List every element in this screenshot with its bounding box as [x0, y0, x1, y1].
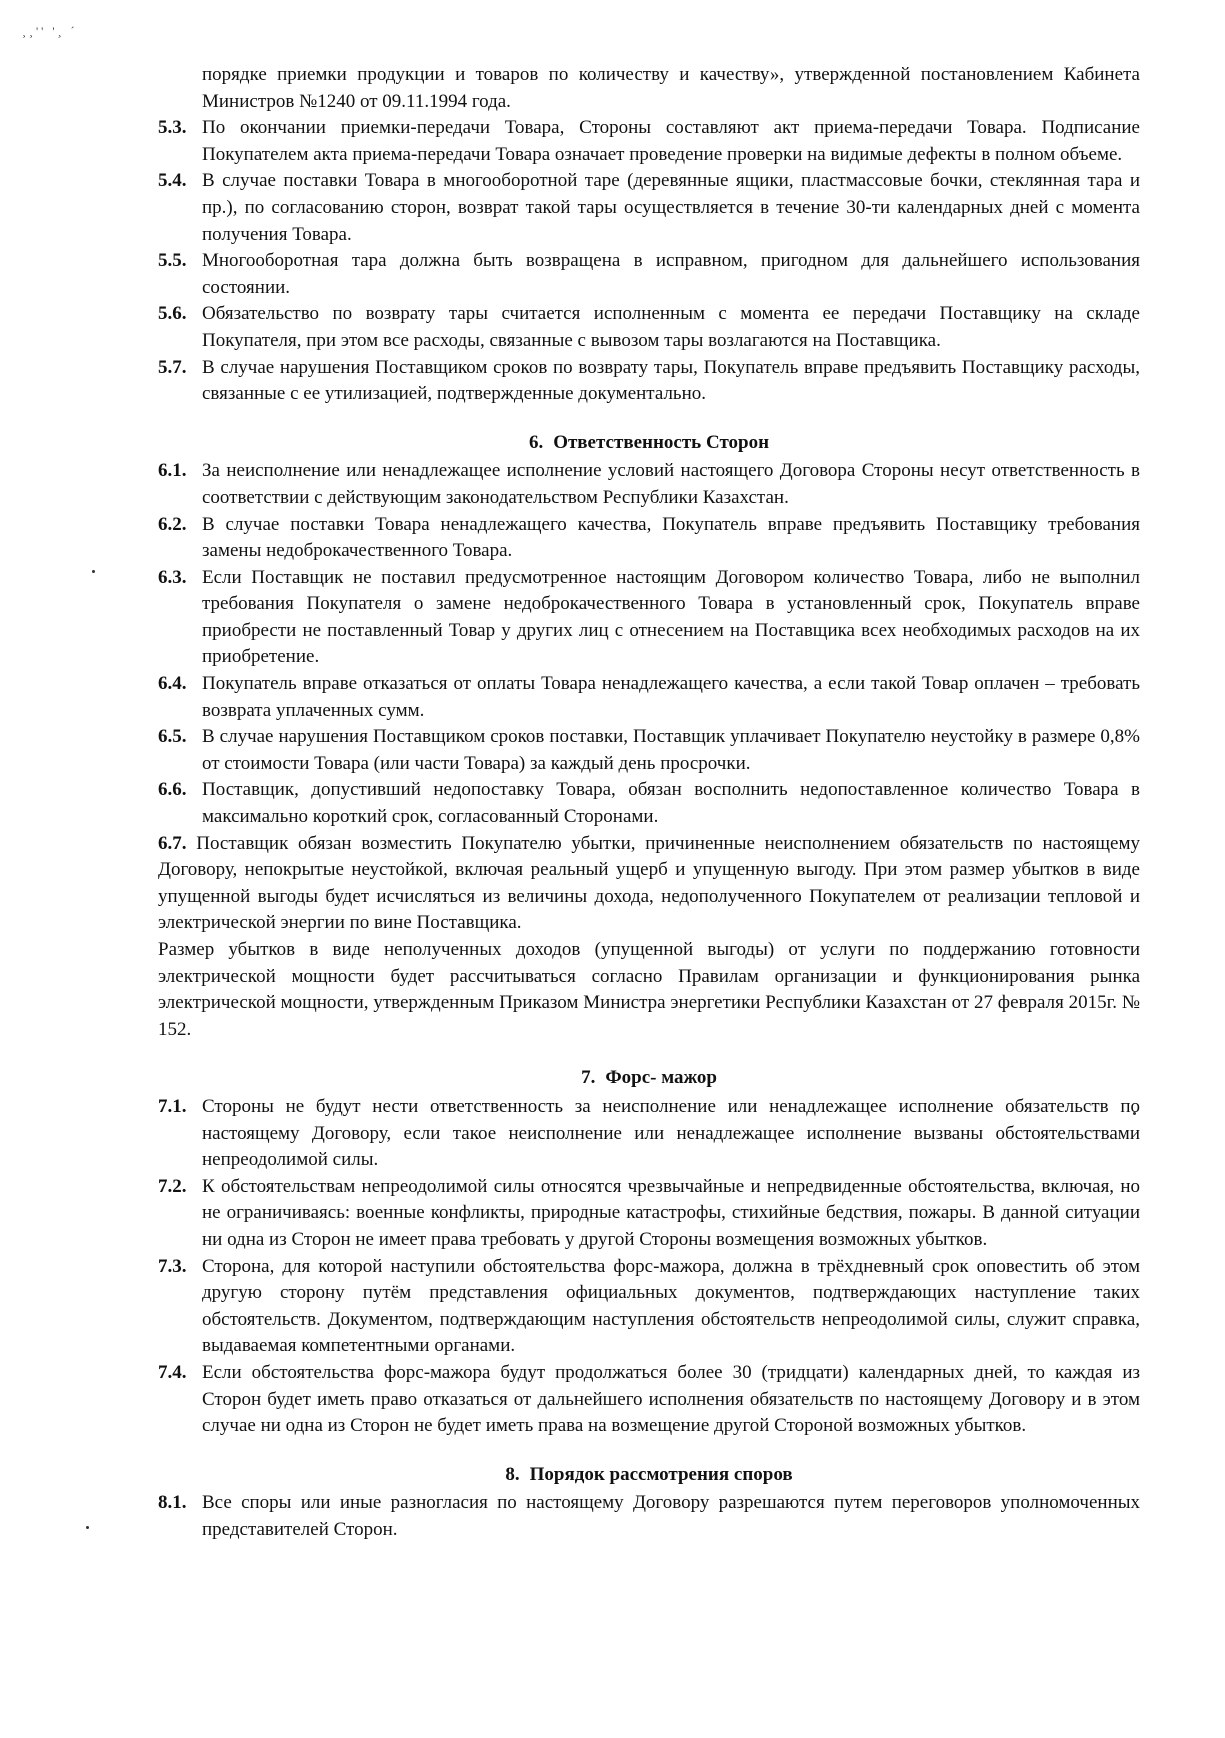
clause-number: 6.1.: [158, 460, 187, 482]
clause-text: По окончании приемки-передачи Товара, Стороны составляют акт приема-передачи Товара. Подписание Покупателем акта приема-передачи Товара означает проведение проверки на видимые дефекты в полном объеме.: [202, 117, 1140, 165]
clause-6-5: [158, 724, 1140, 777]
section-number: 7.: [581, 1067, 596, 1089]
clause-number: 5.7.: [158, 356, 187, 378]
scan-speck: [86, 1526, 89, 1529]
clause-5-3: [158, 115, 1140, 168]
clause-text: В случае поставки Товара в многооборотной таре (деревянные ящики, пластмассовые бочки, стеклянная тара и пр.), по согласованию сторон, возврат такой тары осуществляется в течение 30-ти календарных дней с момента получения Товара.: [202, 170, 1140, 245]
clause-number: 5.5.: [158, 250, 187, 272]
clause-number: 6.6.: [158, 779, 187, 801]
section-heading-7: [158, 1065, 1140, 1092]
clause-number: 6.2.: [158, 513, 187, 535]
clause-5-6: [158, 301, 1140, 354]
section-number: 8.: [505, 1463, 520, 1485]
scan-artifact: ¸¸'' '¸ ´: [22, 24, 78, 38]
clause-7-3: [158, 1254, 1140, 1360]
clause-5-7: [158, 355, 1140, 408]
clause-6-6: [158, 777, 1140, 830]
clause-6-7: [158, 831, 1140, 937]
section-title: Порядок рассмотрения споров: [529, 1463, 793, 1485]
clause-text: Если Поставщик не поставил предусмотренное настоящим Договором количество Товара, либо не выполнил требования Покупателя о замене недоброкачественного Товара в установленный срок, Покупатель вправе приобрести не поставленный Товар у других лиц с отнесением на Поставщика всех необходимых расходов на их приобретение.: [202, 566, 1140, 668]
section-number: 6.: [528, 431, 544, 453]
clause-text: Если обстоятельства форс-мажора будут продолжаться более 30 (тридцати) календарных дней, то каждая из Сторон будет иметь право отказаться от дальнейшего исполнения обязательств по настоящему Договору и в этом случае ни одна из Сторон не будет иметь права на возмещение другой Стороной возможных убытков.: [202, 1361, 1140, 1437]
clause-number: 6.4.: [158, 673, 187, 695]
section-heading-6: [158, 430, 1140, 457]
clause-text: За неисполнение или ненадлежащее исполнение условий настоящего Договора Стороны несут ответственность в соответствии с действующим законодательством Республики Казахстан.: [202, 460, 1140, 508]
clause-number: 6.3.: [158, 566, 187, 588]
paragraph-damages-note: Размер убытков в виде неполученных доходов (упущенной выгоды) от услуги по поддержанию готовности электрической мощности будет рассчитываться согласно Правилам организации и функционирования рынка электрической мощности, утвержденным Приказом Министра энергетики Республики Казахстан от 27 февраля 2015г. № 152.: [158, 939, 1140, 1040]
clause-number: 8.1.: [158, 1492, 187, 1514]
clause-number: 6.5.: [158, 726, 187, 748]
clause-6-2: [158, 512, 1140, 565]
clause-number: 6.7.: [158, 832, 187, 854]
clause-number: 7.3.: [158, 1255, 187, 1277]
clause-text: Поставщик, допустивший недопоставку Товара, обязан восполнить недопоставленное количество Товара в максимально короткий срок, согласованный Сторонами.: [202, 779, 1140, 828]
clause-text: В случае нарушения Поставщиком сроков по возврату тары, Покупатель вправе предъявить Поставщику расходы, связанные с ее утилизацией, подтвержденные документально.: [202, 356, 1140, 405]
clause-6-4: [158, 671, 1140, 724]
clause-6-3: [158, 565, 1140, 671]
paragraph-continuation: порядке приемки продукции и товаров по количеству и качеству», утвержденной постановлением Кабинета Министров №1240 от 09.11.1994 года.: [202, 64, 1140, 112]
clause-number: 5.3.: [158, 117, 187, 139]
clause-text: Все споры или иные разногласия по настоящему Договору разрешаются путем переговоров уполномоченных представителей Сторон.: [202, 1492, 1140, 1540]
clause-text: Многооборотная тара должна быть возвращена в исправном, пригодном для дальнейшего использования состоянии.: [202, 250, 1140, 298]
section-title: Форс- мажор: [605, 1067, 717, 1089]
clause-6-1: [158, 458, 1140, 511]
clause-text: Поставщик обязан возместить Покупателю убытки, причиненные неисполнением обязательств по настоящему Договору, непокрытые неустойкой, включая реальный ущерб и упущенную выгоду. При этом размер убытков в виде упущенной выгоды будет исчисляться из величины дохода, недополученного Покупателем от реализации тепловой и электрической энергии по вине Поставщика.: [158, 832, 1141, 934]
clause-number: 7.1.: [158, 1095, 187, 1117]
clause-number: 7.4.: [158, 1361, 187, 1383]
clause-5-5: [158, 248, 1140, 301]
clause-text: В случае поставки Товара ненадлежащего качества, Покупатель вправе предъявить Поставщику требования замены недоброкачественного Товара.: [202, 513, 1140, 562]
section-title: Ответственность Сторон: [553, 431, 770, 453]
clause-text: Обязательство по возврату тары считается исполненным с момента ее передачи Поставщику на складе Покупателя, при этом все расходы, связанные с вывозом тары возлагаются на Поставщика.: [202, 303, 1140, 351]
clause-text: Стороны не будут нести ответственность за неисполнение или ненадлежащее исполнение обязательств по настоящему Договору, если такое неисполнение или ненадлежащее исполнение вызваны обстоятельствами непреодолимой силы.: [202, 1095, 1140, 1171]
clause-text: Покупатель вправе отказаться от оплаты Товара ненадлежащего качества, а если такой Товар оплачен – требовать возврата уплаченных сумм.: [202, 673, 1140, 721]
document-body: [158, 62, 1140, 1543]
clause-text: Сторона, для которой наступили обстоятельства форс-мажора, должна в трёхдневный срок оповестить об этом другую сторону путём представления официальных документов, подтверждающих наступление таких обстоятельств. Документом, подтверждающим наступления обстоятельств непреодолимой силы, служит справка, выдаваемая компетентными органами.: [202, 1255, 1140, 1357]
clause-7-2: [158, 1174, 1140, 1254]
clause-text: К обстоятельствам непреодолимой силы относятся чрезвычайные и непредвиденные обстоятельства, включая, но не ограничиваясь: военные конфликты, природные катастрофы, стихийные бедствия, пожары. В данной ситуации ни одна из Сторон не имеет права требовать у другой Стороны возмещения возможных убытков.: [202, 1175, 1140, 1250]
clause-number: 7.2.: [158, 1175, 187, 1197]
scan-speck: [92, 570, 95, 573]
clause-number: 5.4.: [158, 170, 187, 192]
clause-7-1: [158, 1094, 1140, 1174]
section-heading-8: [158, 1462, 1140, 1489]
clause-8-1: [158, 1490, 1140, 1543]
clause-7-4: [158, 1360, 1140, 1440]
clause-text: В случае нарушения Поставщиком сроков поставки, Поставщик уплачивает Покупателю неустойку в размере 0,8% от стоимости Товара (или части Товара) за каждый день просрочки.: [202, 726, 1140, 774]
clause-5-4: [158, 168, 1140, 248]
clause-number: 5.6.: [158, 303, 187, 325]
